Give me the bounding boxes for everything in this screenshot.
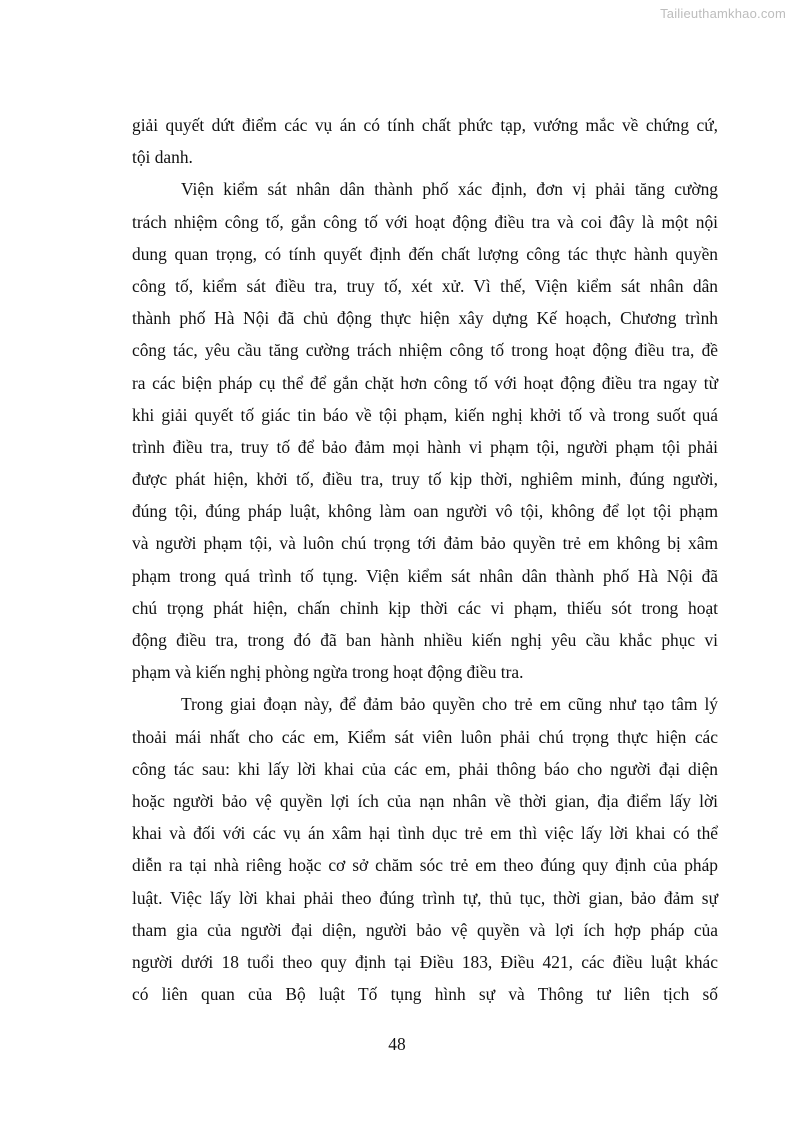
text-line: ra các biện pháp cụ thể để gắn chặt hơn công tố với hoạt động điều tra ngay từ [132, 372, 718, 393]
text-line: trách nhiệm công tố, gắn công tố với hoạt động điều tra và coi đây là một nội [132, 211, 718, 232]
watermark: Tailieuthamkhao.com [660, 6, 786, 21]
document-body [132, 109, 718, 1010]
text-line: khai và đối với các vụ án xâm hại tình dục trẻ em thì việc lấy lời khai có thể [132, 823, 718, 844]
text-line: có liên quan của Bộ luật Tố tụng hình sự và Thông tư liên tịch số [132, 984, 718, 1005]
text-line: phạm trong quá trình tố tụng. Viện kiểm sát nhân dân thành phố Hà Nội đã [132, 565, 718, 586]
text-line: thoải mái nhất cho các em, Kiểm sát viên luôn phải chú trọng thực hiện các [132, 726, 718, 747]
text-line: hoặc người bảo vệ quyền lợi ích của nạn nhân về thời gian, địa điểm lấy lời [132, 790, 718, 811]
text-line: đúng tội, đúng pháp luật, không làm oan người vô tội, không để lọt tội phạm [132, 501, 718, 522]
text-line: công tác, yêu cầu tăng cường trách nhiệm công tố trong hoạt động điều tra, đề [132, 340, 718, 361]
text-line: dung quan trọng, có tính quyết định đến chất lượng công tác thực hành quyền [132, 243, 718, 264]
text-line: thành phố Hà Nội đã chủ động thực hiện xây dựng Kế hoạch, Chương trình [132, 308, 718, 329]
text-line: giải quyết dứt điểm các vụ án có tính chất phức tạp, vướng mắc về chứng cứ, [132, 115, 718, 135]
text-line: được phát hiện, khởi tố, điều tra, truy tố kịp thời, nghiêm minh, đúng người, [132, 469, 718, 490]
paragraph-first-line: Trong giai đoạn này, để đảm bảo quyền cho trẻ em cũng như tạo tâm lý [181, 694, 718, 715]
text-line: luật. Việc lấy lời khai phải theo đúng trình tự, thủ tục, thời gian, bảo đảm sự [132, 887, 718, 908]
text-line: phạm và kiến nghị phòng ngừa trong hoạt động điều tra. [132, 662, 524, 683]
text-line: trình điều tra, truy tố để bảo đảm mọi hành vi phạm tội, người phạm tội phải [132, 436, 718, 457]
text-line: công tác sau: khi lấy lời khai của các em, phải thông báo cho người đại diện [132, 758, 718, 779]
text-line: khi giải quyết tố giác tin báo về tội phạm, kiến nghị khởi tố và trong suốt quá [132, 404, 718, 425]
text-line: người dưới 18 tuổi theo quy định tại Điều 183, Điều 421, các điều luật khác [132, 951, 718, 972]
text-line: công tố, kiểm sát điều tra, truy tố, xét xử. Vì thế, Viện kiểm sát nhân dân [132, 275, 718, 296]
text-line: và người phạm tội, và luôn chú trọng tới đảm bảo quyền trẻ em không bị xâm [132, 533, 718, 554]
text-line: chú trọng phát hiện, chấn chỉnh kịp thời các vi phạm, thiếu sót trong hoạt [132, 597, 718, 618]
paragraph-first-line: Viện kiểm sát nhân dân thành phố xác định, đơn vị phải tăng cường [181, 179, 718, 200]
text-line: tội danh. [132, 147, 193, 168]
text-line: động điều tra, trong đó đã ban hành nhiều kiến nghị yêu cầu khắc phục vi [132, 630, 718, 650]
text-line: tham gia của người đại diện, người bảo vệ quyền và lợi ích hợp pháp của [132, 919, 718, 940]
text-line: diễn ra tại nhà riêng hoặc cơ sở chăm sóc trẻ em theo đúng quy định của pháp [132, 855, 718, 876]
page-number: 48 [388, 1034, 406, 1054]
